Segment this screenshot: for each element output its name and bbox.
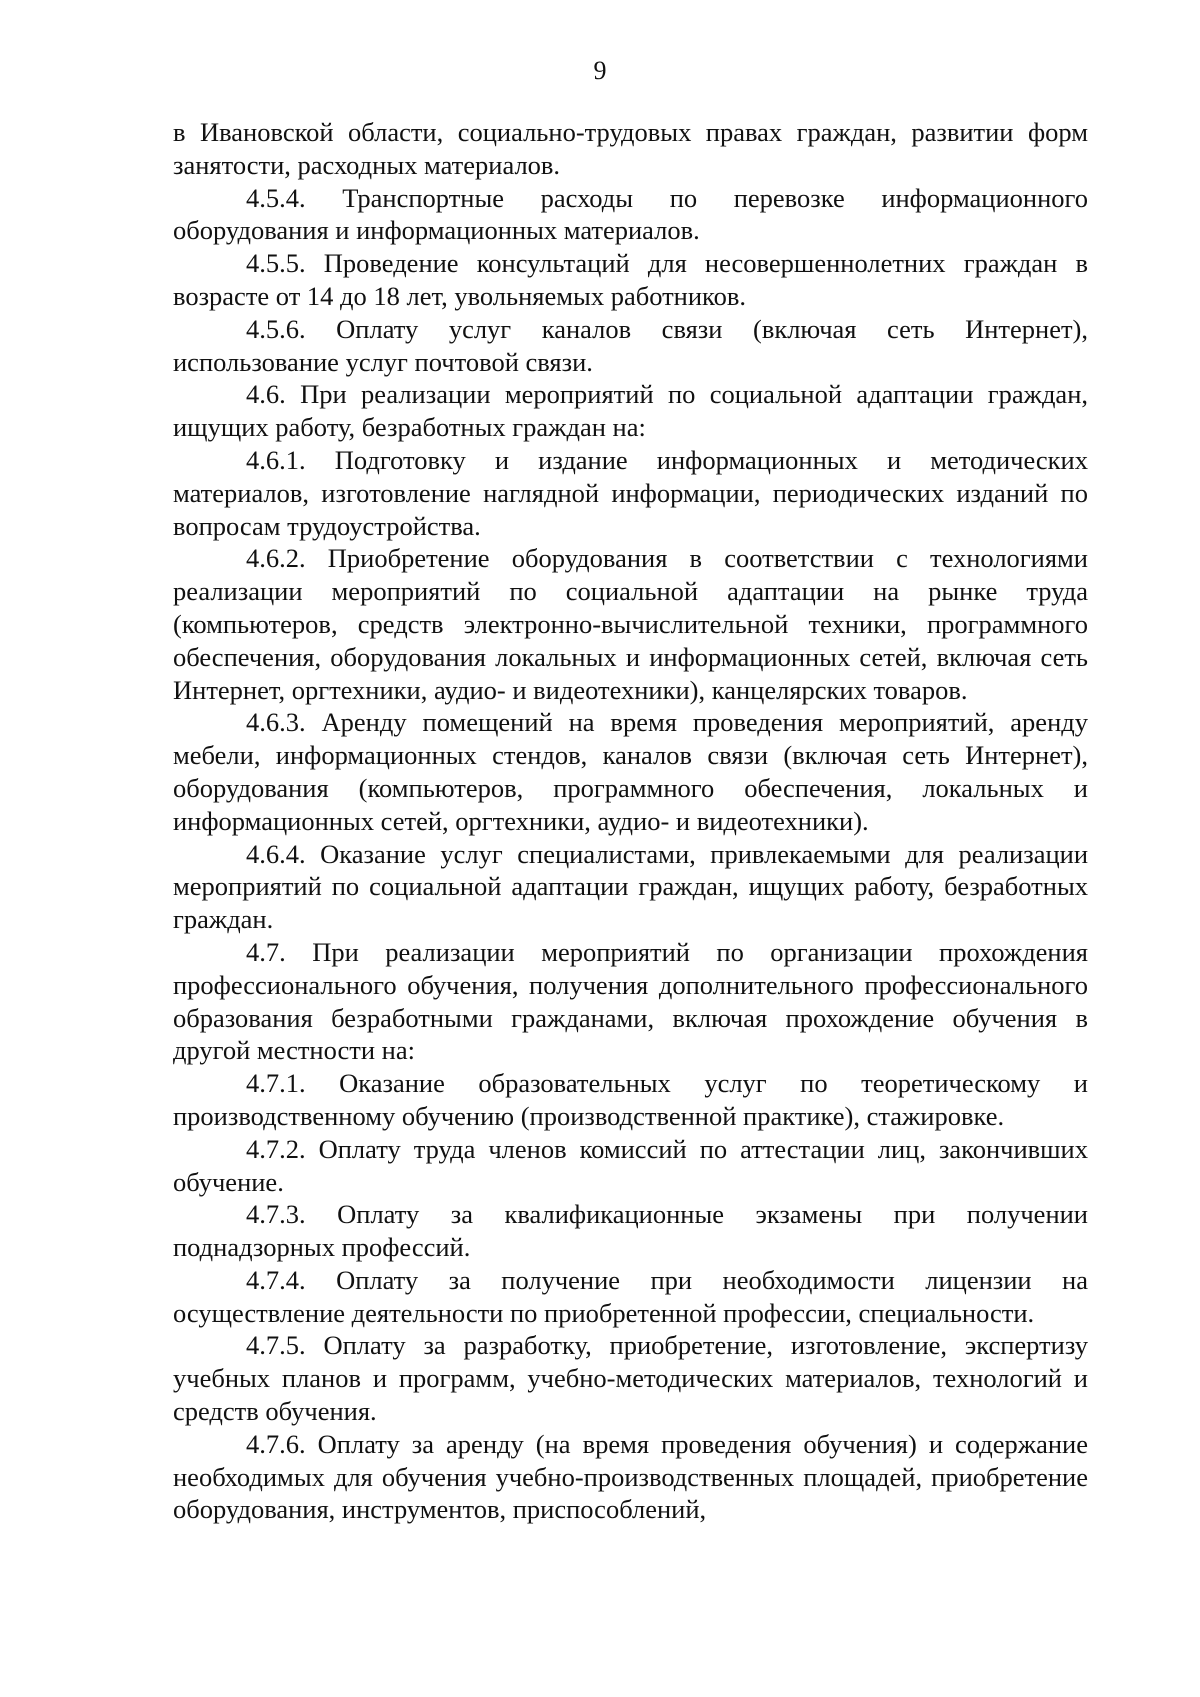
paragraph-4-6-1: 4.6.1. Подготовку и издание информационных и методических материалов, изготовление наглядной информации, периодических изданий по вопросам трудоустройства. <box>173 444 1088 541</box>
paragraph-4-6-2: 4.6.2. Приобретение оборудования в соответствии с технологиями реализации мероприятий по социальной адаптации на рынке труда (компьютеров, средств электронно-вычислительной техники, программного обеспечения, оборудования локальных и информационных сетей, включая сеть Интернет, оргтехники, аудио- и видеотехники), канцелярских товаров. <box>173 543 1088 705</box>
paragraph-4-5-5: 4.5.5. Проведение консультаций для несовершеннолетних граждан в возрасте от 14 до 18 лет, увольняемых работников. <box>173 248 1088 311</box>
paragraph-4-6-3: 4.6.3. Аренду помещений на время проведения мероприятий, аренду мебели, информационных стендов, каналов связи (включая сеть Интернет), оборудования (компьютеров, программного обеспечения, локальных и информационных сетей, оргтехники, аудио- и видеотехники). <box>173 707 1088 836</box>
paragraph-4-5-4: 4.5.4. Транспортные расходы по перевозке информационного оборудования и информационных материалов. <box>173 182 1088 246</box>
paragraph-4-6: 4.6. При реализации мероприятий по социальной адаптации граждан, ищущих работу, безработных граждан на: <box>173 379 1088 443</box>
paragraph-4-7: 4.7. При реализации мероприятий по организации прохождения профессионального обучения, получения дополнительного профессионального образования безработными гражданами, включая прохождение обучения в другой местности на: <box>173 936 1088 1066</box>
paragraph-4-7-4: 4.7.4. Оплату за получение при необходимости лицензии на осуществление деятельности по приобретенной профессии, специальности. <box>173 1264 1088 1328</box>
paragraph-4-6-4: 4.6.4. Оказание услуг специалистами, привлекаемыми для реализации мероприятий по социальной адаптации граждан, ищущих работу, безработных граждан. <box>173 838 1088 935</box>
paragraph-4-7-2: 4.7.2. Оплату труда членов комиссий по аттестации лиц, закончивших обучение. <box>173 1133 1088 1197</box>
document-body <box>173 116 1088 1526</box>
paragraph-4-7-5: 4.7.5. Оплату за разработку, приобретение, изготовление, экспертизу учебных планов и программ, учебно-методических материалов, технологий и средств обучения. <box>173 1330 1088 1427</box>
paragraph-4-7-3: 4.7.3. Оплату за квалификационные экзамены при получении поднадзорных профессий. <box>173 1199 1088 1263</box>
paragraph-4-7-1: 4.7.1. Оказание образовательных услуг по теоретическому и производственному обучению (производственной практике), стажировке. <box>173 1068 1088 1131</box>
page-number: 9 <box>593 56 607 85</box>
paragraph-continuation: в Ивановской области, социально-трудовых правах граждан, развитии форм занятости, расходных материалов. <box>173 117 1088 180</box>
paragraph-4-7-6: 4.7.6. Оплату за аренду (на время проведения обучения) и содержание необходимых для обучения учебно-производственных площадей, приобретение оборудования, инструментов, приспособлений, <box>173 1428 1088 1525</box>
paragraph-4-5-6: 4.5.6. Оплату услуг каналов связи (включая сеть Интернет), использование услуг почтовой связи. <box>173 313 1088 377</box>
